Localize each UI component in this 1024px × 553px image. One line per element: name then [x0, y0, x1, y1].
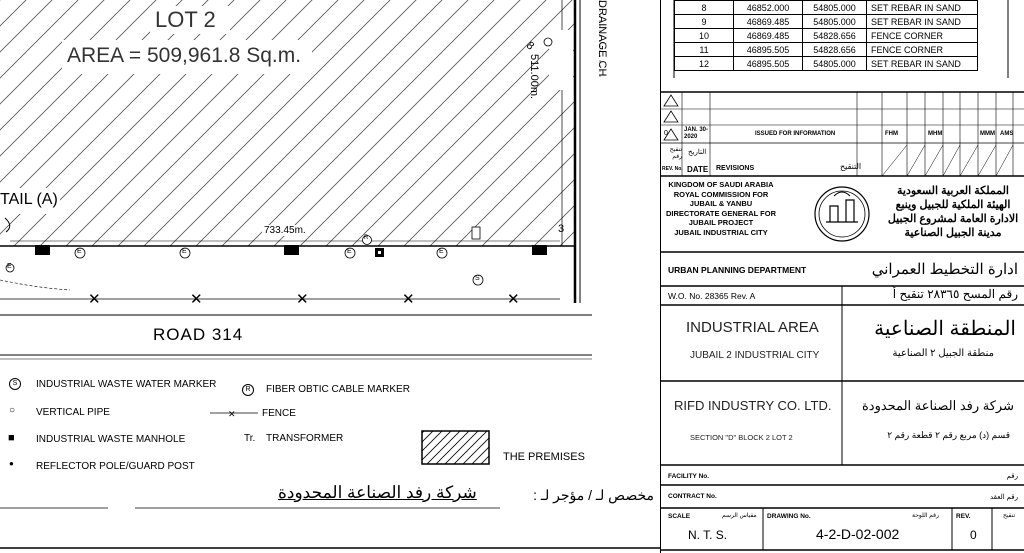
allocation-value: شركة رفد الصناعة المحدودة: [278, 483, 477, 502]
company-name-en: RIFD INDUSTRY CO. LTD.: [674, 398, 832, 413]
fence-line: [0, 291, 560, 308]
legend-label-vertical-pipe: VERTICAL PIPE: [36, 407, 110, 418]
contract-label-en: CONTRACT No.: [668, 493, 717, 500]
e-marker-5: E: [7, 263, 12, 270]
dim-horizontal-label: 733.45m.: [264, 225, 306, 236]
table-cell: 54805.000: [803, 57, 867, 71]
section-en: SECTION "D" BLOCK 2 LOT 2: [690, 433, 793, 442]
authority-en-line: JUBAIL & YANBU: [689, 199, 753, 209]
legend-symbol-manhole: ■: [8, 432, 15, 444]
section-ar: قسم (د) مربع رقم ٢ قطعة رقم ٢: [887, 430, 1010, 440]
table-cell: 46852.000: [734, 1, 803, 15]
authority-en-line: JUBAIL PROJECT: [688, 218, 754, 228]
revision-initials-4: AMS: [1000, 131, 1014, 137]
drawing-number-label: DRAWING No.: [767, 513, 811, 520]
svg-text:✕: ✕: [88, 291, 101, 308]
area-title-en: INDUSTRIAL AREA: [686, 319, 819, 336]
scale-label: SCALE: [668, 513, 691, 520]
legend-label-reflector: REFLECTOR POLE/GUARD POST: [36, 461, 195, 472]
table-cell: 46869.485: [734, 29, 803, 43]
table-cell: FENCE CORNER: [867, 29, 978, 43]
area-title-ar: المنطقة الصناعية: [874, 318, 1016, 340]
legend-label-fiber-optic: FIBER OBTIC CABLE MARKER: [266, 384, 410, 395]
facility-label-ar: رقم: [1006, 473, 1018, 480]
department-ar: ادارة التخطيط العمراني: [871, 261, 1018, 278]
table-cell: 12: [675, 57, 734, 71]
work-order-ar: رقم المسح ٢٨٣٦٥ تنقيح أ: [892, 287, 1018, 301]
header-date-ar: التاريخ: [688, 149, 707, 156]
s-marker: S: [475, 275, 480, 282]
legend-symbol-vertical-pipe: ○: [9, 405, 16, 416]
drawing-number-label-ar: رقم اللوحة: [912, 513, 939, 519]
revision-initials-1: FHM: [885, 131, 898, 137]
authority-en-line: KINGDOM OF SAUDI ARABIA: [668, 180, 774, 189]
table-cell: 9: [675, 15, 734, 29]
svg-text:✕: ✕: [507, 291, 520, 308]
table-cell: 10: [675, 29, 734, 43]
authority-ar-line: الهيئة الملكية للجبيل وينبع: [895, 199, 1011, 211]
scale-label-ar: مقياس الرسم: [722, 513, 757, 519]
scale-value: N. T. S.: [688, 528, 728, 542]
e-marker-2: E: [182, 248, 187, 255]
r-marker: R: [364, 235, 369, 241]
lot-label: LOT 2: [155, 7, 216, 32]
dim-vertical-label: 511.00m.: [528, 54, 540, 100]
legend-label-waste-water-marker: INDUSTRIAL WASTE WATER MARKER: [36, 379, 217, 390]
header-rev-ar: تنقيح رقم: [669, 147, 682, 160]
corner-8-label: 8: [523, 39, 537, 53]
area-label: AREA = 509,961.8 Sq.m.: [67, 44, 302, 67]
table-cell: 54828.656: [803, 29, 867, 43]
department-en: URBAN PLANNING DEPARTMENT: [668, 265, 807, 275]
header-revisions-ar: التنقيح: [840, 162, 862, 171]
table-cell: SET REBAR IN SAND: [867, 57, 978, 71]
premises-hatch-swatch: [422, 431, 489, 464]
authority-en: [666, 180, 776, 238]
table-cell: 46895.505: [734, 43, 803, 57]
work-order-en: W.O. No. 28365 Rev. A: [668, 291, 756, 301]
revision-date: JAN. 30-2020: [684, 127, 709, 140]
lot-hatched-area: [0, 0, 575, 246]
allocation-label: مخصص لـ / مؤجر لـ :: [533, 487, 654, 503]
area-subtitle-en: JUBAIL 2 INDUSTRIAL CITY: [690, 350, 820, 361]
table-cell: 11: [675, 43, 734, 57]
corner-3-label: 3: [558, 223, 565, 235]
revision-initials-2: MHM: [928, 131, 943, 137]
table-cell: 54805.000: [803, 15, 867, 29]
table-cell: SET REBAR IN SAND: [867, 15, 978, 29]
legend-symbol-s: S: [9, 378, 21, 390]
authority-ar-line: المملكة العربية السعودية: [897, 185, 1009, 197]
e-marker-3: E: [347, 248, 352, 255]
rev-label: REV.: [956, 513, 971, 520]
header-rev-en: REV. No.: [662, 166, 683, 172]
legend-symbol-r: R: [242, 384, 254, 396]
detail-label: TAIL (A): [0, 191, 58, 208]
rev-label-ar: تنقيح: [1003, 513, 1016, 519]
drawing-number-value: 4-2-D-02-002: [816, 526, 900, 542]
table-cell: 46869.485: [734, 15, 803, 29]
svg-text:✕: ✕: [296, 291, 309, 308]
svg-text:✕: ✕: [190, 291, 203, 308]
rev-value: 0: [970, 528, 977, 542]
e-marker-1: E: [77, 248, 82, 255]
area-subtitle-ar: منطقة الجبيل ٢ الصناعية: [892, 348, 994, 359]
road-label: ROAD 314: [153, 325, 244, 344]
table-cell: 54805.000: [803, 1, 867, 15]
revision-number: 0: [664, 130, 668, 137]
svg-text:✕: ✕: [402, 291, 415, 308]
header-date-en: DATE: [687, 165, 709, 174]
facility-label-en: FACILITY No.: [668, 473, 710, 480]
table-cell: SET REBAR IN SAND: [867, 1, 978, 15]
header-revisions-en: REVISIONS: [716, 165, 755, 172]
authority-ar: [886, 184, 1020, 240]
authority-ar-line: مدينة الجبيل الصناعية: [904, 227, 1002, 239]
contract-label-ar: رقم العقد: [990, 494, 1018, 501]
legend-symbol-transformer: Tr.: [244, 433, 256, 444]
table-cell: FENCE CORNER: [867, 43, 978, 57]
legend-label-premises: THE PREMISES: [503, 451, 585, 463]
authority-ar-line: الادارة العامة لمشروع الجبيل: [887, 213, 1019, 225]
company-name-ar: شركة رفد الصناعة المحدودة: [861, 398, 1014, 413]
authority-en-line: ROYAL COMMISSION FOR: [673, 189, 769, 199]
e-marker-4: E: [439, 248, 444, 255]
authority-en-line: DIRECTORATE GENERAL FOR: [666, 208, 777, 218]
revision-initials-3: MMM: [980, 131, 995, 137]
legend-label-fence: FENCE: [262, 408, 296, 419]
drainage-label: DRAINAGE CH: [596, 0, 608, 77]
svg-text:✕: ✕: [228, 409, 236, 419]
legend-symbol-reflector: ●: [9, 459, 14, 468]
legend-label-transformer: TRANSFORMER: [266, 433, 344, 444]
legend-label-manhole: INDUSTRIAL WASTE MANHOLE: [36, 434, 186, 445]
table-cell: 8: [675, 1, 734, 15]
authority-en-line: JUBAIL INDUSTRIAL CITY: [674, 227, 768, 237]
table-cell: 54828.656: [803, 43, 867, 57]
revision-description: ISSUED FOR INFORMATION: [755, 131, 836, 137]
table-cell: 46895.505: [734, 57, 803, 71]
